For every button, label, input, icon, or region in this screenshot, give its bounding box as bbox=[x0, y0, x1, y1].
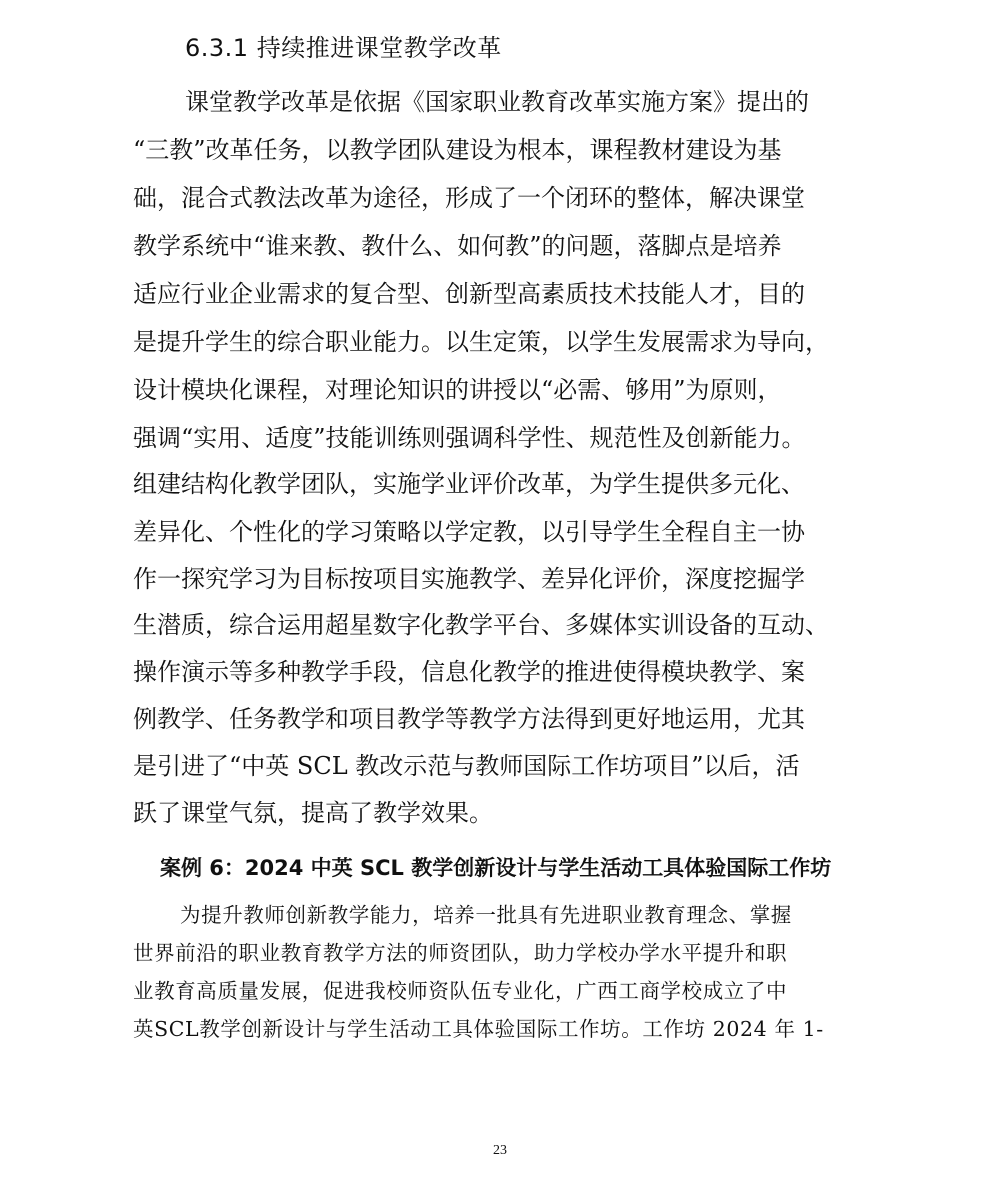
paragraph-line: 础，混合式教法改革为途径，形成了一个闭环的整体，解决课堂 bbox=[133, 184, 805, 212]
case-line: 世界前沿的职业教育教学方法的师资团队，助力学校办学水平提升和职 bbox=[133, 941, 788, 965]
page-number: 23 bbox=[493, 1143, 507, 1158]
paragraph-line: 跃了课堂气氛，提高了教学效果。 bbox=[133, 799, 493, 827]
section-heading: 6.3.1 持续推进课堂教学改革 bbox=[185, 34, 502, 62]
paragraph-line: “三教”改革任务，以教学团队建设为根本，课程教材建设为基 bbox=[133, 136, 782, 164]
paragraph-line: 操作演示等多种教学手段，信息化教学的推进使得模块教学、案 bbox=[133, 658, 805, 686]
paragraph-line: 课堂教学改革是依据《国家职业教育改革实施方案》提出的 bbox=[185, 88, 809, 116]
paragraph-line: 适应行业企业需求的复合型、创新型高素质技术技能人才，目的 bbox=[133, 280, 805, 308]
paragraph-line: 教学系统中“谁来教、教什么、如何教”的问题，落脚点是培养 bbox=[133, 232, 782, 260]
paragraph-line: 作一探究学习为目标按项目实施教学、差异化评价，深度挖掘学 bbox=[133, 565, 805, 593]
paragraph-line: 设计模块化课程，对理论知识的讲授以“必需、够用”为原则， bbox=[133, 376, 782, 404]
paragraph-line: 强调“实用、适度”技能训练则强调科学性、规范性及创新能力。 bbox=[133, 424, 806, 452]
paragraph-line: 例教学、任务教学和项目教学等教学方法得到更好地运用，尤其 bbox=[133, 705, 805, 733]
case-line: 为提升教师创新教学能力，培养一批具有先进职业教育理念、掌握 bbox=[180, 903, 792, 927]
paragraph-line: 组建结构化教学团队，实施学业评价改革，为学生提供多元化、 bbox=[133, 470, 805, 498]
paragraph-line: 差异化、个性化的学习策略以学定教，以引导学生全程自主一协 bbox=[133, 518, 805, 546]
paragraph-line: 生潜质，综合运用超星数字化教学平台、多媒体实训设备的互动、 bbox=[133, 611, 829, 639]
case-line: 业教育高质量发展，促进我校师资队伍专业化，广西工商学校成立了中 bbox=[133, 979, 788, 1003]
case-line: 英SCL教学创新设计与学生活动工具体验国际工作坊。工作坊 2024 年 1- bbox=[133, 1017, 824, 1041]
case-title: 案例 6：2024 中英 SCL 教学创新设计与学生活动工具体验国际工作坊 bbox=[160, 856, 832, 880]
paragraph-line: 是提升学生的综合职业能力。以生定策，以学生发展需求为导向， bbox=[133, 328, 829, 356]
paragraph-line: 是引进了“中英 SCL 教改示范与教师国际工作坊项目”以后，活 bbox=[133, 752, 800, 780]
